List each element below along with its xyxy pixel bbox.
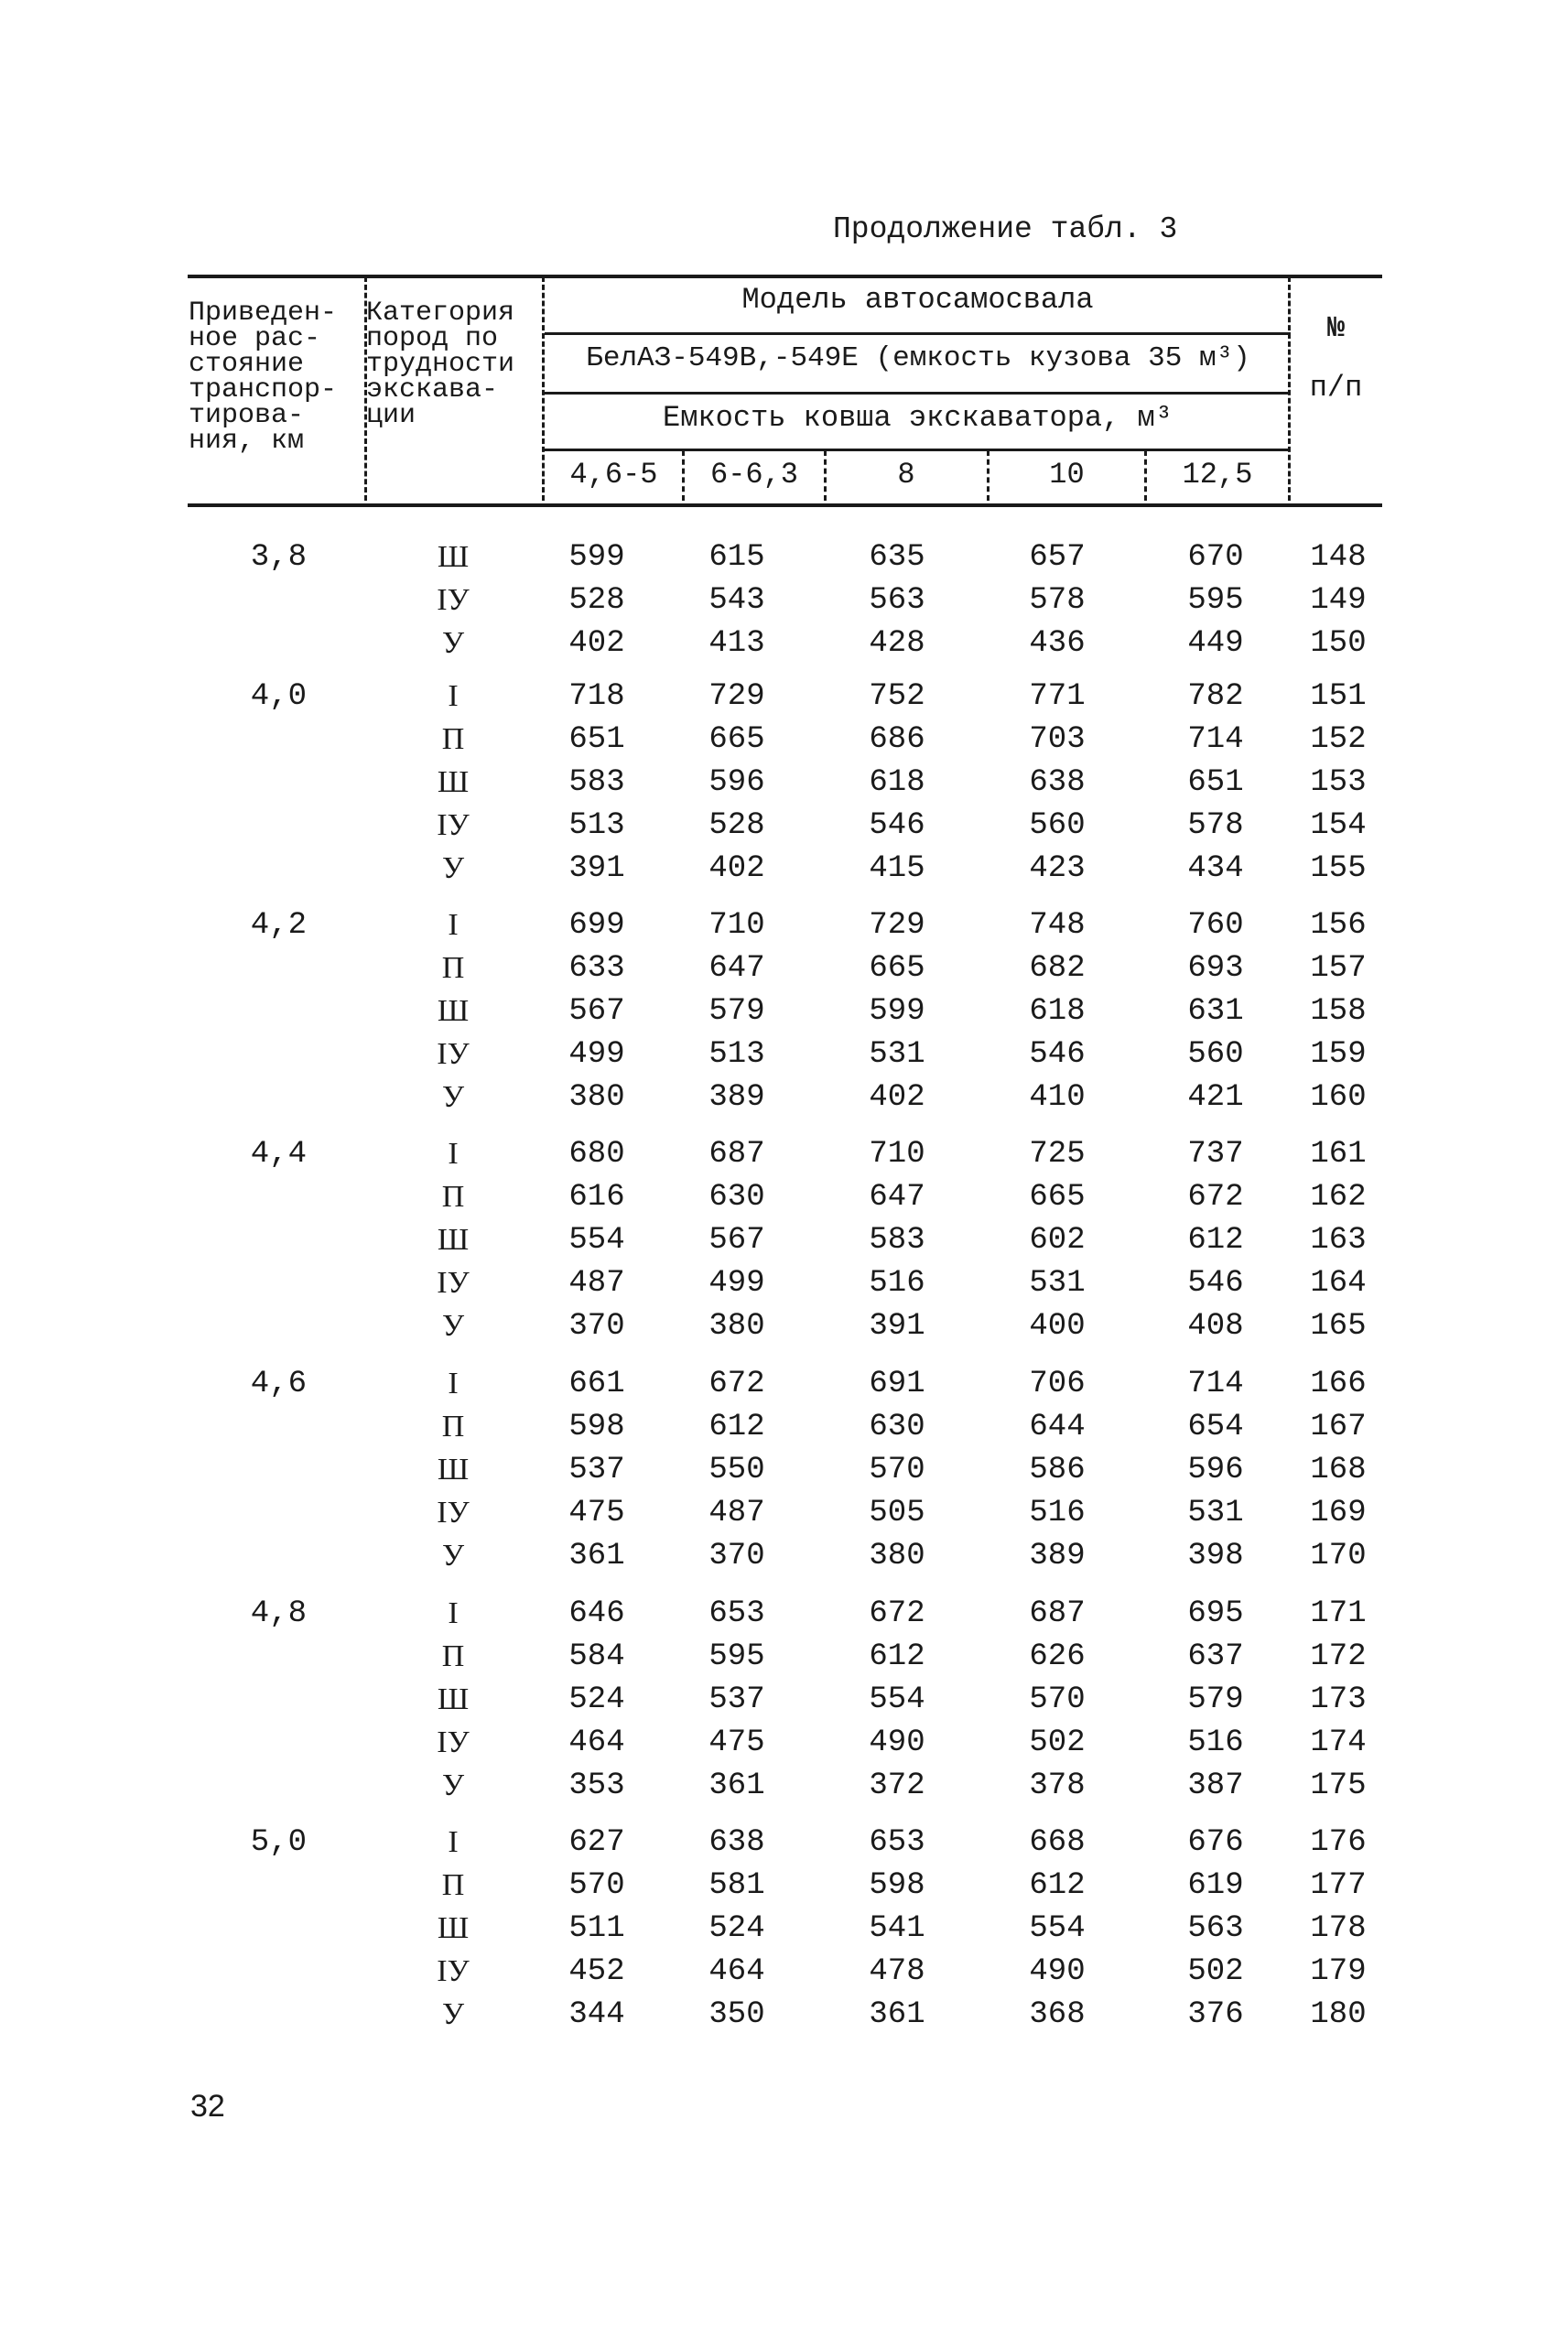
header-divider-3 bbox=[1288, 276, 1291, 501]
rock-category: У bbox=[441, 626, 465, 660]
table-caption: Продолжение табл. 3 bbox=[833, 212, 1178, 246]
header-category-line: экскава- bbox=[366, 374, 499, 406]
productivity-value: 595 bbox=[708, 1639, 765, 1674]
bucket-divider-2 bbox=[824, 450, 827, 501]
productivity-value: 687 bbox=[1029, 1596, 1086, 1631]
productivity-value: 657 bbox=[1029, 540, 1086, 575]
rock-category: IУ bbox=[437, 1725, 470, 1759]
productivity-value: 511 bbox=[568, 1911, 625, 1946]
productivity-value: 729 bbox=[869, 908, 925, 943]
productivity-value: 368 bbox=[1029, 1997, 1086, 2032]
productivity-value: 531 bbox=[1187, 1496, 1244, 1530]
row-number: 168 bbox=[1310, 1453, 1367, 1487]
row-number: 155 bbox=[1310, 851, 1367, 886]
header-distance-line: ное рас- bbox=[189, 323, 321, 354]
productivity-value: 651 bbox=[1187, 765, 1244, 800]
productivity-value: 475 bbox=[708, 1725, 765, 1760]
rock-category: У bbox=[441, 1309, 465, 1343]
productivity-value: 344 bbox=[568, 1997, 625, 2032]
productivity-value: 541 bbox=[869, 1911, 925, 1946]
productivity-value: 710 bbox=[869, 1137, 925, 1172]
productivity-value: 361 bbox=[708, 1768, 765, 1803]
rock-category: I bbox=[448, 1367, 459, 1400]
productivity-value: 554 bbox=[869, 1682, 925, 1717]
productivity-value: 502 bbox=[1187, 1954, 1244, 1989]
productivity-value: 782 bbox=[1187, 679, 1244, 714]
header-distance-line: ния, км bbox=[189, 426, 305, 457]
productivity-value: 612 bbox=[1029, 1868, 1086, 1903]
header-category bbox=[366, 297, 515, 431]
header-distance-line: тирова- bbox=[189, 400, 305, 431]
header-bottom-rule bbox=[188, 503, 1382, 507]
rock-category: Ш bbox=[437, 1223, 470, 1257]
productivity-value: 618 bbox=[1029, 994, 1086, 1029]
productivity-value: 633 bbox=[568, 951, 625, 986]
productivity-value: 464 bbox=[708, 1954, 765, 1989]
distance-value: 4,4 bbox=[250, 1137, 307, 1172]
bucket-size-2: 6-6,3 bbox=[709, 458, 798, 492]
row-number: 167 bbox=[1310, 1410, 1367, 1444]
rock-category: IУ bbox=[437, 1954, 470, 1988]
row-number: 153 bbox=[1310, 765, 1367, 800]
rock-category: У bbox=[441, 1539, 465, 1573]
header-distance-line: Приведен- bbox=[189, 297, 338, 329]
productivity-value: 737 bbox=[1187, 1137, 1244, 1172]
rock-category: П bbox=[441, 1410, 465, 1444]
productivity-value: 370 bbox=[708, 1539, 765, 1573]
productivity-value: 499 bbox=[708, 1266, 765, 1301]
productivity-value: 391 bbox=[869, 1309, 925, 1344]
productivity-value: 554 bbox=[568, 1223, 625, 1258]
rock-category: У bbox=[441, 1768, 465, 1802]
row-number: 159 bbox=[1310, 1037, 1367, 1072]
productivity-value: 531 bbox=[869, 1037, 925, 1072]
productivity-value: 475 bbox=[568, 1496, 625, 1530]
row-number: 148 bbox=[1310, 540, 1367, 575]
productivity-value: 637 bbox=[1187, 1639, 1244, 1674]
productivity-value: 672 bbox=[869, 1596, 925, 1631]
productivity-value: 516 bbox=[1029, 1496, 1086, 1530]
productivity-value: 682 bbox=[1029, 951, 1086, 986]
row-number: 177 bbox=[1310, 1868, 1367, 1903]
row-number: 173 bbox=[1310, 1682, 1367, 1717]
header-distance bbox=[189, 297, 338, 457]
row-number: 154 bbox=[1310, 808, 1367, 843]
productivity-value: 760 bbox=[1187, 908, 1244, 943]
productivity-value: 651 bbox=[568, 722, 625, 757]
productivity-value: 436 bbox=[1029, 626, 1086, 661]
productivity-value: 563 bbox=[1187, 1911, 1244, 1946]
productivity-value: 581 bbox=[708, 1868, 765, 1903]
productivity-value: 490 bbox=[869, 1725, 925, 1760]
productivity-value: 372 bbox=[869, 1768, 925, 1803]
productivity-value: 638 bbox=[708, 1825, 765, 1860]
rock-category: П bbox=[441, 951, 465, 985]
productivity-value: 528 bbox=[708, 808, 765, 843]
productivity-value: 630 bbox=[708, 1180, 765, 1215]
productivity-value: 602 bbox=[1029, 1223, 1086, 1258]
distance-value: 4,2 bbox=[250, 908, 307, 943]
productivity-value: 584 bbox=[568, 1639, 625, 1674]
productivity-value: 693 bbox=[1187, 951, 1244, 986]
productivity-value: 599 bbox=[568, 540, 625, 575]
distance-value: 3,8 bbox=[250, 540, 307, 575]
row-number: 169 bbox=[1310, 1496, 1367, 1530]
row-number: 156 bbox=[1310, 908, 1367, 943]
productivity-value: 665 bbox=[708, 722, 765, 757]
productivity-value: 560 bbox=[1187, 1037, 1244, 1072]
rock-category: Ш bbox=[437, 765, 470, 799]
bucket-divider-4 bbox=[1144, 450, 1147, 501]
productivity-value: 644 bbox=[1029, 1410, 1086, 1444]
productivity-value: 586 bbox=[1029, 1453, 1086, 1487]
productivity-value: 647 bbox=[708, 951, 765, 986]
header-bucket-rule bbox=[545, 449, 1291, 451]
productivity-value: 714 bbox=[1187, 722, 1244, 757]
productivity-value: 619 bbox=[1187, 1868, 1244, 1903]
productivity-value: 546 bbox=[869, 808, 925, 843]
rock-category: IУ bbox=[437, 1266, 470, 1300]
productivity-value: 464 bbox=[568, 1725, 625, 1760]
rock-category: IУ bbox=[437, 808, 470, 842]
productivity-value: 616 bbox=[568, 1180, 625, 1215]
bucket-size-1: 4,6-5 bbox=[569, 458, 658, 492]
productivity-value: 578 bbox=[1029, 583, 1086, 618]
productivity-value: 434 bbox=[1187, 851, 1244, 886]
productivity-value: 710 bbox=[708, 908, 765, 943]
bucket-size-5: 12,5 bbox=[1182, 458, 1253, 492]
productivity-value: 524 bbox=[568, 1682, 625, 1717]
bucket-size-4: 10 bbox=[1049, 458, 1085, 492]
productivity-value: 703 bbox=[1029, 722, 1086, 757]
productivity-value: 638 bbox=[1029, 765, 1086, 800]
productivity-value: 380 bbox=[568, 1080, 625, 1115]
productivity-value: 387 bbox=[1187, 1768, 1244, 1803]
row-number: 151 bbox=[1310, 679, 1367, 714]
productivity-value: 452 bbox=[568, 1954, 625, 1989]
productivity-value: 599 bbox=[869, 994, 925, 1029]
header-model-group: Модель автосамосвала bbox=[741, 283, 1094, 317]
row-number: 174 bbox=[1310, 1725, 1367, 1760]
rock-category: П bbox=[441, 1868, 465, 1902]
rock-category: У bbox=[441, 851, 465, 885]
productivity-value: 415 bbox=[869, 851, 925, 886]
productivity-value: 516 bbox=[869, 1266, 925, 1301]
productivity-value: 391 bbox=[568, 851, 625, 886]
distance-value: 4,8 bbox=[250, 1596, 307, 1631]
productivity-value: 612 bbox=[708, 1410, 765, 1444]
row-number: 178 bbox=[1310, 1911, 1367, 1946]
productivity-value: 487 bbox=[568, 1266, 625, 1301]
rock-category: I bbox=[448, 908, 459, 942]
productivity-value: 725 bbox=[1029, 1137, 1086, 1172]
productivity-value: 596 bbox=[1187, 1453, 1244, 1487]
productivity-value: 546 bbox=[1187, 1266, 1244, 1301]
rock-category: П bbox=[441, 722, 465, 756]
productivity-value: 627 bbox=[568, 1825, 625, 1860]
productivity-value: 380 bbox=[869, 1539, 925, 1573]
row-number: 170 bbox=[1310, 1539, 1367, 1573]
bucket-divider-1 bbox=[682, 450, 685, 501]
header-distance-line: стояние bbox=[189, 349, 305, 380]
header-category-line: Категория bbox=[366, 297, 515, 329]
productivity-value: 748 bbox=[1029, 908, 1086, 943]
productivity-value: 421 bbox=[1187, 1080, 1244, 1115]
productivity-value: 400 bbox=[1029, 1309, 1086, 1344]
rock-category: Ш bbox=[437, 540, 470, 574]
row-number: 175 bbox=[1310, 1768, 1367, 1803]
row-number: 163 bbox=[1310, 1223, 1367, 1258]
number-label: п/п bbox=[1309, 371, 1363, 405]
rock-category: I bbox=[448, 1137, 459, 1171]
productivity-value: 487 bbox=[708, 1496, 765, 1530]
productivity-value: 402 bbox=[708, 851, 765, 886]
productivity-value: 578 bbox=[1187, 808, 1244, 843]
productivity-value: 646 bbox=[568, 1596, 625, 1631]
productivity-value: 598 bbox=[568, 1410, 625, 1444]
productivity-value: 729 bbox=[708, 679, 765, 714]
productivity-value: 752 bbox=[869, 679, 925, 714]
header-model-rule bbox=[545, 332, 1291, 335]
productivity-value: 543 bbox=[708, 583, 765, 618]
productivity-value: 567 bbox=[708, 1223, 765, 1258]
productivity-value: 583 bbox=[568, 765, 625, 800]
row-number: 160 bbox=[1310, 1080, 1367, 1115]
productivity-value: 490 bbox=[1029, 1954, 1086, 1989]
header-volume-rule bbox=[545, 392, 1291, 395]
productivity-value: 706 bbox=[1029, 1367, 1086, 1401]
header-divider-2 bbox=[542, 276, 545, 501]
number-symbol: № bbox=[1326, 311, 1346, 345]
productivity-value: 665 bbox=[869, 951, 925, 986]
productivity-value: 516 bbox=[1187, 1725, 1244, 1760]
row-number: 158 bbox=[1310, 994, 1367, 1029]
rock-category: I bbox=[448, 1596, 459, 1630]
productivity-value: 513 bbox=[708, 1037, 765, 1072]
productivity-value: 499 bbox=[568, 1037, 625, 1072]
rock-category: П bbox=[441, 1180, 465, 1214]
productivity-value: 570 bbox=[568, 1868, 625, 1903]
productivity-value: 402 bbox=[568, 626, 625, 661]
rock-category: Ш bbox=[437, 994, 470, 1028]
productivity-value: 686 bbox=[869, 722, 925, 757]
productivity-value: 528 bbox=[568, 583, 625, 618]
distance-value: 4,6 bbox=[250, 1367, 307, 1401]
rock-category: П bbox=[441, 1639, 465, 1673]
productivity-value: 676 bbox=[1187, 1825, 1244, 1860]
productivity-value: 524 bbox=[708, 1911, 765, 1946]
row-number: 180 bbox=[1310, 1997, 1367, 2032]
row-number: 152 bbox=[1310, 722, 1367, 757]
header-category-line: трудности bbox=[366, 349, 515, 380]
productivity-value: 389 bbox=[708, 1080, 765, 1115]
header-category-line: ции bbox=[366, 400, 416, 431]
productivity-value: 595 bbox=[1187, 583, 1244, 618]
productivity-value: 546 bbox=[1029, 1037, 1086, 1072]
productivity-value: 672 bbox=[708, 1367, 765, 1401]
productivity-value: 428 bbox=[869, 626, 925, 661]
productivity-value: 361 bbox=[869, 1997, 925, 2032]
productivity-value: 596 bbox=[708, 765, 765, 800]
row-number: 179 bbox=[1310, 1954, 1367, 1989]
productivity-value: 410 bbox=[1029, 1080, 1086, 1115]
productivity-value: 718 bbox=[568, 679, 625, 714]
productivity-value: 505 bbox=[869, 1496, 925, 1530]
productivity-value: 672 bbox=[1187, 1180, 1244, 1215]
productivity-value: 350 bbox=[708, 1997, 765, 2032]
productivity-value: 699 bbox=[568, 908, 625, 943]
productivity-value: 630 bbox=[869, 1410, 925, 1444]
rock-category: Ш bbox=[437, 1453, 470, 1487]
distance-value: 5,0 bbox=[250, 1825, 307, 1860]
productivity-value: 361 bbox=[568, 1539, 625, 1573]
productivity-value: 695 bbox=[1187, 1596, 1244, 1631]
productivity-value: 714 bbox=[1187, 1367, 1244, 1401]
row-number: 164 bbox=[1310, 1266, 1367, 1301]
productivity-value: 626 bbox=[1029, 1639, 1086, 1674]
bucket-size-3: 8 bbox=[897, 458, 915, 492]
productivity-value: 771 bbox=[1029, 679, 1086, 714]
page-number: 32 bbox=[190, 2089, 225, 2124]
productivity-value: 653 bbox=[869, 1825, 925, 1860]
productivity-value: 579 bbox=[1187, 1682, 1244, 1717]
productivity-value: 370 bbox=[568, 1309, 625, 1344]
productivity-value: 550 bbox=[708, 1453, 765, 1487]
productivity-value: 670 bbox=[1187, 540, 1244, 575]
rock-category: IУ bbox=[437, 1496, 470, 1530]
row-number: 161 bbox=[1310, 1137, 1367, 1172]
productivity-value: 661 bbox=[568, 1367, 625, 1401]
row-number: 176 bbox=[1310, 1825, 1367, 1860]
productivity-value: 531 bbox=[1029, 1266, 1086, 1301]
row-number: 150 bbox=[1310, 626, 1367, 661]
rock-category: Ш bbox=[437, 1911, 470, 1945]
rock-category: I bbox=[448, 679, 459, 713]
productivity-value: 618 bbox=[869, 765, 925, 800]
productivity-value: 615 bbox=[708, 540, 765, 575]
row-number: 166 bbox=[1310, 1367, 1367, 1401]
productivity-value: 563 bbox=[869, 583, 925, 618]
productivity-value: 389 bbox=[1029, 1539, 1086, 1573]
header-bucket: Емкость ковша экскаватора, м³ bbox=[663, 401, 1173, 435]
productivity-value: 665 bbox=[1029, 1180, 1086, 1215]
rock-category: IУ bbox=[437, 1037, 470, 1071]
header-model: БелАЗ-549В,-549Е (емкость кузова 35 м³) bbox=[586, 342, 1250, 374]
productivity-value: 631 bbox=[1187, 994, 1244, 1029]
row-number: 162 bbox=[1310, 1180, 1367, 1215]
productivity-value: 398 bbox=[1187, 1539, 1244, 1573]
rock-category: У bbox=[441, 1997, 465, 2031]
productivity-value: 408 bbox=[1187, 1309, 1244, 1344]
productivity-value: 687 bbox=[708, 1137, 765, 1172]
row-number: 172 bbox=[1310, 1639, 1367, 1674]
distance-value: 4,0 bbox=[250, 679, 307, 714]
productivity-value: 598 bbox=[869, 1868, 925, 1903]
productivity-value: 654 bbox=[1187, 1410, 1244, 1444]
productivity-value: 554 bbox=[1029, 1911, 1086, 1946]
productivity-value: 449 bbox=[1187, 626, 1244, 661]
productivity-value: 537 bbox=[568, 1453, 625, 1487]
productivity-value: 691 bbox=[869, 1367, 925, 1401]
productivity-value: 378 bbox=[1029, 1768, 1086, 1803]
productivity-value: 567 bbox=[568, 994, 625, 1029]
productivity-value: 513 bbox=[568, 808, 625, 843]
productivity-value: 380 bbox=[708, 1309, 765, 1344]
rock-category: I bbox=[448, 1825, 459, 1859]
rock-category: IУ bbox=[437, 583, 470, 617]
productivity-value: 502 bbox=[1029, 1725, 1086, 1760]
rock-category: У bbox=[441, 1080, 465, 1114]
productivity-value: 668 bbox=[1029, 1825, 1086, 1860]
productivity-value: 635 bbox=[869, 540, 925, 575]
productivity-value: 583 bbox=[869, 1223, 925, 1258]
productivity-value: 653 bbox=[708, 1596, 765, 1631]
productivity-value: 570 bbox=[869, 1453, 925, 1487]
productivity-value: 478 bbox=[869, 1954, 925, 1989]
productivity-value: 353 bbox=[568, 1768, 625, 1803]
row-number: 165 bbox=[1310, 1309, 1367, 1344]
productivity-value: 423 bbox=[1029, 851, 1086, 886]
row-number: 171 bbox=[1310, 1596, 1367, 1631]
productivity-value: 647 bbox=[869, 1180, 925, 1215]
productivity-value: 560 bbox=[1029, 808, 1086, 843]
productivity-value: 612 bbox=[1187, 1223, 1244, 1258]
productivity-value: 376 bbox=[1187, 1997, 1244, 2032]
productivity-value: 579 bbox=[708, 994, 765, 1029]
productivity-value: 612 bbox=[869, 1639, 925, 1674]
productivity-value: 413 bbox=[708, 626, 765, 661]
rock-category: Ш bbox=[437, 1682, 470, 1716]
row-number: 149 bbox=[1310, 583, 1367, 618]
header-category-line: пород по bbox=[366, 323, 499, 354]
productivity-value: 570 bbox=[1029, 1682, 1086, 1717]
bucket-divider-3 bbox=[987, 450, 989, 501]
header-distance-line: транспор- bbox=[189, 374, 338, 406]
productivity-value: 402 bbox=[869, 1080, 925, 1115]
productivity-value: 537 bbox=[708, 1682, 765, 1717]
row-number: 157 bbox=[1310, 951, 1367, 986]
productivity-value: 680 bbox=[568, 1137, 625, 1172]
